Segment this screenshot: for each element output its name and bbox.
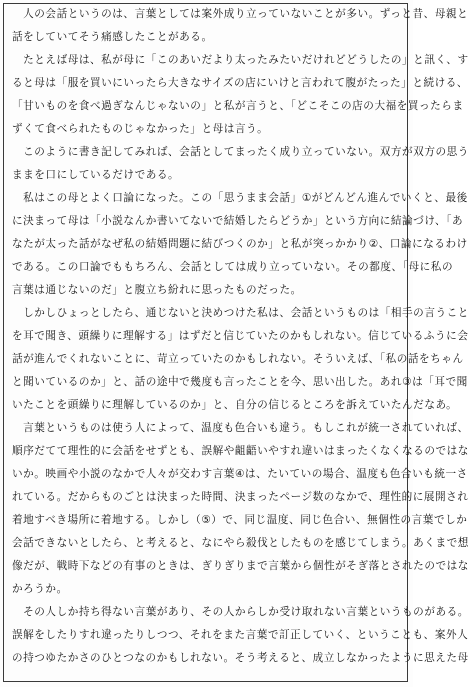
text-line: いか。映画や小説のなかで人々が交わす言葉④は、たいていの場合、温度も色合いも統一さ: [12, 468, 468, 480]
text-line: ると母は「服を買いにいったら大きなサイズの店にいけと言われて腹がたった」と続ける、: [12, 77, 469, 89]
text-line: 像だが、戦時下などの有事のときは、ぎりぎりまで言葉から個性がそぎ落とされたのではな: [12, 560, 469, 572]
text-line: 「甘いものを食べ過ぎなんじゃないの」と私が言うと、「どこそこの店の大福を買ったらま: [12, 100, 464, 112]
text-line: の持つゆたかさのひとつなのかもしれない。そう考えると、成立しなかったように思えた母: [12, 652, 469, 664]
text-line: 私はこの母とよく口論になった。この「思うまま会話」①がどんどん進んでいくと、最後: [12, 192, 468, 204]
text-line: このように書き記してみれば、会話としてまったく成り立っていない。双方が双方の思う: [12, 146, 469, 158]
text-line: ずくて食べられたものじゃなかった」と母は言う。: [12, 123, 269, 135]
text-line: 話をしていてそう痛感したことがある。: [12, 31, 213, 43]
text-line: ままを口にしているだけである。: [12, 169, 180, 181]
text-line: 人の会話というのは、言葉としては案外成り立っていないことが多い。ずっと昔、母親と: [12, 8, 469, 20]
text-line: 言葉は通じないのだ」と腹立ち紛れに思ったものだった。: [12, 284, 302, 296]
text-line: 言葉というものは使う人によって、温度も色合いも違う。もしこれが統一されていれば、: [12, 422, 469, 434]
text-line: その人しか持ち得ない言葉があり、その人からしか受け取れない言葉というものがある。: [12, 606, 469, 618]
text-line: 順序だてて理性的に会話をせずとも、誤解や齟齬いやすれ違いはまったくなくなるのではな: [12, 445, 469, 457]
text-line: たとえば母は、私が母に「このあいだより太ったみたいだけれどどうしたの」と訊く、す: [12, 54, 469, 66]
text-line: 会話できないとしたら、と考えると、なにやら殺伐としたものを感じてしまう。あくまで想: [12, 537, 469, 549]
text-line: を耳で聞き、頭繰りに理解する」はずだと信じていたのかもしれない。信じているふうに会: [12, 330, 469, 342]
text-line: いたことを頭繰りに理解しているのか」と、自分の信じるところを訴えていたんだなあ。: [12, 399, 458, 411]
text-line: 誤解をしたりすれ違ったりしつつ、それをまた言葉で訂正していく、ということも、案外人: [12, 629, 469, 641]
text-line: 話が進んでくれないことに、苛立っていたのかもしれない。そういえば、「私の話をちゃん: [12, 353, 464, 365]
text-line: と聞いているのか」と、話の途中で幾度も言ったことを今、思い出した。あれ③は「耳で聞: [12, 376, 468, 388]
text-line: かろうか。: [12, 583, 68, 595]
text-line: 着地すべき場所に着地する。しかし（⑤）で、同じ温度、同じ色合い、無個性の言葉でしか: [12, 514, 468, 526]
text-line: なたが太った話がなぜ私の結婚問題に結びつくのか」と私が突っかかり②、口論になるわけ: [12, 238, 468, 250]
text-line: れている。だからものごとは決まった時間、決まったページ数のなかで、理性的に展開され: [12, 491, 469, 503]
essay-text-box: [3, 3, 469, 682]
text-line: しかしひょっとしたら、通じないと決めつけた私は、会話というものは「相手の言うこと: [12, 307, 469, 319]
text-line: に決まって母は「小説なんか書いてないで結婚したらどうか」という方向に結論づけ、「あ: [12, 215, 464, 227]
text-line: である。この口論でももちろん、会話としては成り立っていない。その都度、「母に私の: [12, 261, 454, 273]
